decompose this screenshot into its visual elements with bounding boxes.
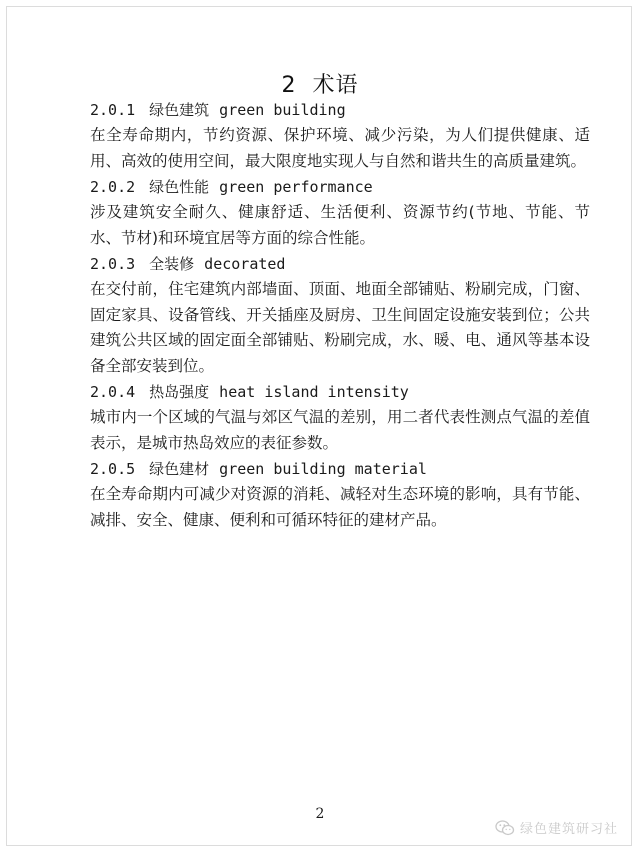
- term-name-en: decorated: [204, 255, 286, 273]
- term-entry: [90, 456, 590, 533]
- term-name-en: heat island intensity: [219, 383, 409, 401]
- wechat-icon: [495, 820, 515, 836]
- term-name-cn: 热岛强度: [149, 383, 210, 401]
- term-definition: 在交付前，住宅建筑内部墙面、顶面、地面全部铺贴、粉刷完成，门窗、固定家具、设备管线、开关插座及厨房、卫生间固定设施安装到位；公共建筑公共区域的固定面全部铺贴、粉刷完成，水、暖、电、通风等基本设备全部安装到位。: [90, 280, 590, 375]
- term-entry: [90, 174, 590, 251]
- term-heading: [90, 379, 590, 405]
- watermark-text: 绿色建筑研习社: [519, 822, 618, 837]
- term-heading: [90, 174, 590, 200]
- term-name-en: green performance: [219, 178, 373, 196]
- term-definition: 城市内一个区域的气温与郊区气温的差别，用二者代表性测点气温的差值表示，是城市热岛效应的表征参数。: [90, 408, 590, 452]
- term-code: 2.0.5: [90, 460, 136, 478]
- terms-list: [90, 97, 590, 533]
- page-number: 2: [315, 806, 325, 822]
- term-heading: [90, 251, 590, 277]
- term-definition: 在全寿命期内可减少对资源的消耗、减轻对生态环境的影响，具有节能、减排、安全、健康、便利和可循环特征的建材产品。: [90, 485, 590, 529]
- term-code: 2.0.1: [90, 101, 136, 119]
- term-name-en: green building: [219, 101, 346, 119]
- term-entry: [90, 379, 590, 456]
- term-code: 2.0.4: [90, 383, 136, 401]
- term-entry: [90, 97, 590, 174]
- term-code: 2.0.3: [90, 255, 136, 273]
- term-heading: [90, 456, 590, 482]
- term-name-en: green building material: [219, 460, 427, 478]
- chapter-title: [0, 68, 640, 99]
- chapter-title-text: 术语: [312, 73, 359, 98]
- term-definition: 涉及建筑安全耐久、健康舒适、生活便利、资源节约(节地、节能、节水、节材)和环境宜居等方面的综合性能。: [90, 203, 590, 247]
- chapter-number: 2: [281, 73, 297, 98]
- term-code: 2.0.2: [90, 178, 136, 196]
- term-definition: 在全寿命期内，节约资源、保护环境、减少污染，为人们提供健康、适用、高效的使用空间，最大限度地实现人与自然和谐共生的高质量建筑。: [90, 126, 590, 170]
- term-name-cn: 绿色建筑: [149, 101, 210, 119]
- term-name-cn: 全装修: [149, 255, 195, 273]
- term-name-cn: 绿色性能: [149, 178, 210, 196]
- term-entry: [90, 251, 590, 379]
- term-heading: [90, 97, 590, 123]
- term-name-cn: 绿色建材: [149, 460, 210, 478]
- watermark: [495, 818, 618, 837]
